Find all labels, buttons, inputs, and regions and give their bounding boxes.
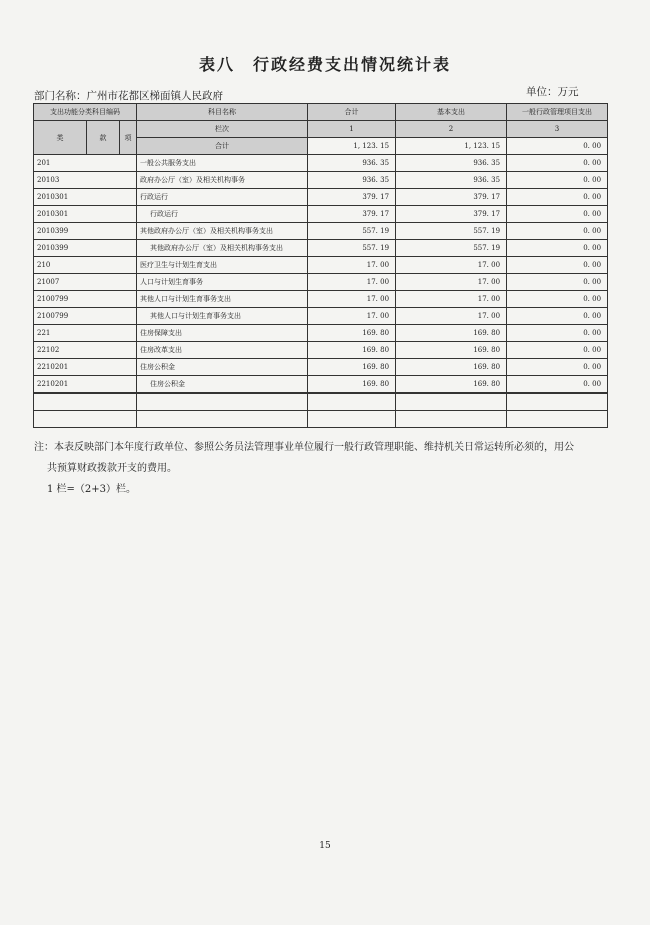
row-name: 一般公共服务支出 [137, 155, 308, 172]
row-name: 其他人口与计划生育事务支出 [137, 291, 308, 308]
expenditure-table [33, 103, 608, 428]
row-total: 936. 35 [308, 172, 396, 189]
unit-label: 单位：万元 [526, 86, 579, 98]
row-name: 住房公积金 [137, 376, 308, 394]
empty-row [34, 393, 608, 411]
row-basic: 936. 35 [396, 172, 507, 189]
empty-row [34, 411, 608, 428]
row-name: 其他政府办公厅（室）及相关机构事务支出 [137, 240, 308, 257]
row-basic: 379. 17 [396, 189, 507, 206]
header-subject-name: 科目名称 [137, 104, 308, 121]
row-code: 2010399 [34, 240, 137, 257]
row-admin: 0. 00 [507, 223, 608, 240]
empty-cell [507, 411, 608, 428]
sum-total: 1, 123. 15 [308, 138, 396, 155]
row-total: 557. 19 [308, 223, 396, 240]
row-name: 政府办公厅（室）及相关机构事务 [137, 172, 308, 189]
row-total: 379. 17 [308, 189, 396, 206]
header-general-admin: 一般行政管理项目支出 [507, 104, 608, 121]
page-number: 15 [319, 841, 331, 851]
table-row [34, 206, 608, 223]
table-row [34, 155, 608, 172]
row-basic: 17. 00 [396, 308, 507, 325]
row-basic: 17. 00 [396, 257, 507, 274]
row-total: 169. 80 [308, 342, 396, 359]
row-admin: 0. 00 [507, 274, 608, 291]
sum-label: 合计 [137, 138, 308, 155]
row-code: 21007 [34, 274, 137, 291]
row-admin: 0. 00 [507, 206, 608, 223]
row-admin: 0. 00 [507, 291, 608, 308]
table-row [34, 172, 608, 189]
table-row [34, 257, 608, 274]
table-row [34, 308, 608, 325]
table-row [34, 291, 608, 308]
row-total: 936. 35 [308, 155, 396, 172]
table-row [34, 376, 608, 394]
row-total: 169. 80 [308, 376, 396, 394]
empty-cell [396, 411, 507, 428]
row-total: 17. 00 [308, 274, 396, 291]
row-admin: 0. 00 [507, 342, 608, 359]
row-code: 210 [34, 257, 137, 274]
sum-admin: 0. 00 [507, 138, 608, 155]
footnote-line-1: 注：本表反映部门本年度行政单位、参照公务员法管理事业单位履行一般行政管理职能、维持机关日常运转所必须的，用公 [34, 442, 574, 453]
row-basic: 169. 80 [396, 376, 507, 394]
row-name: 住房改革支出 [137, 342, 308, 359]
row-code: 221 [34, 325, 137, 342]
row-basic: 379. 17 [396, 206, 507, 223]
row-total: 169. 80 [308, 359, 396, 376]
row-admin: 0. 00 [507, 325, 608, 342]
empty-cell [137, 411, 308, 428]
row-basic: 557. 19 [396, 223, 507, 240]
header-col1: 1 [308, 121, 396, 138]
row-basic: 557. 19 [396, 240, 507, 257]
row-basic: 936. 35 [396, 155, 507, 172]
row-code: 2010399 [34, 223, 137, 240]
footnote-line-3: 1 栏=（2+3）栏。 [47, 484, 137, 495]
header-col2: 2 [396, 121, 507, 138]
row-admin: 0. 00 [507, 257, 608, 274]
empty-cell [137, 393, 308, 411]
row-name: 其他政府办公厅（室）及相关机构事务支出 [137, 223, 308, 240]
row-code: 2210201 [34, 376, 137, 394]
table-row [34, 223, 608, 240]
table-row [34, 240, 608, 257]
row-basic: 169. 80 [396, 342, 507, 359]
header-func-class: 支出功能分类科目编码 [34, 104, 137, 121]
row-total: 17. 00 [308, 291, 396, 308]
empty-cell [308, 411, 396, 428]
header-kuan: 款 [87, 121, 120, 155]
row-name: 住房公积金 [137, 359, 308, 376]
empty-cell [396, 393, 507, 411]
row-admin: 0. 00 [507, 172, 608, 189]
row-basic: 17. 00 [396, 274, 507, 291]
header-xiang: 项 [120, 121, 137, 155]
row-admin: 0. 00 [507, 189, 608, 206]
row-name: 医疗卫生与计划生育支出 [137, 257, 308, 274]
row-code: 2210201 [34, 359, 137, 376]
row-name: 人口与计划生育事务 [137, 274, 308, 291]
page-title: 表八 行政经费支出情况统计表 [198, 55, 451, 74]
row-code: 20103 [34, 172, 137, 189]
row-name: 行政运行 [137, 189, 308, 206]
row-basic: 169. 80 [396, 325, 507, 342]
row-code: 2100799 [34, 308, 137, 325]
row-name: 住房保障支出 [137, 325, 308, 342]
empty-cell [34, 411, 137, 428]
row-name: 其他人口与计划生育事务支出 [137, 308, 308, 325]
row-code: 2010301 [34, 189, 137, 206]
department-name: 部门名称：广州市花都区梯面镇人民政府 [34, 90, 223, 102]
header-total: 合计 [308, 104, 396, 121]
row-total: 17. 00 [308, 308, 396, 325]
table-row [34, 325, 608, 342]
header-lei: 类 [34, 121, 87, 155]
empty-cell [34, 393, 137, 411]
row-basic: 169. 80 [396, 359, 507, 376]
row-name: 行政运行 [137, 206, 308, 223]
header-lanci: 栏次 [137, 121, 308, 138]
footnote [34, 437, 609, 500]
empty-cell [308, 393, 396, 411]
row-basic: 17. 00 [396, 291, 507, 308]
row-total: 379. 17 [308, 206, 396, 223]
table-row [34, 342, 608, 359]
row-code: 22102 [34, 342, 137, 359]
row-code: 2100799 [34, 291, 137, 308]
row-total: 17. 00 [308, 257, 396, 274]
row-code: 2010301 [34, 206, 137, 223]
row-total: 557. 19 [308, 240, 396, 257]
row-code: 201 [34, 155, 137, 172]
table-row [34, 274, 608, 291]
row-admin: 0. 00 [507, 240, 608, 257]
row-admin: 0. 00 [507, 376, 608, 394]
sum-basic: 1, 123. 15 [396, 138, 507, 155]
row-total: 169. 80 [308, 325, 396, 342]
table-row [34, 189, 608, 206]
footnote-line-2: 共预算财政拨款开支的费用。 [47, 463, 177, 474]
header-basic: 基本支出 [396, 104, 507, 121]
table-row [34, 359, 608, 376]
header-col3: 3 [507, 121, 608, 138]
row-admin: 0. 00 [507, 155, 608, 172]
row-admin: 0. 00 [507, 359, 608, 376]
row-admin: 0. 00 [507, 308, 608, 325]
empty-cell [507, 393, 608, 411]
